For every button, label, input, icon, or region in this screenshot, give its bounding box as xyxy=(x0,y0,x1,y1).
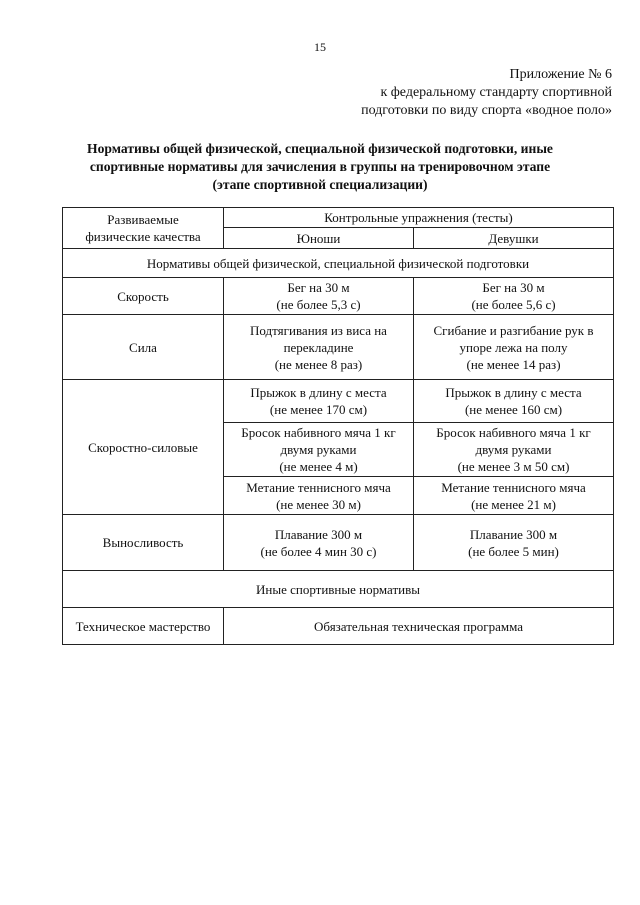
header-quality-line-2: физические качества xyxy=(85,229,201,244)
header-quality-cell xyxy=(63,208,224,249)
ball-throw-boys-line-2: двумя руками xyxy=(280,442,357,457)
strength-girls-line-1: Сгибание и разгибание рук в xyxy=(433,322,594,338)
tennis-boys-line-2: (не менее 30 м) xyxy=(276,496,361,512)
quality-speed: Скорость xyxy=(63,278,224,315)
ball-throw-girls-line-2: двумя руками xyxy=(475,442,552,457)
endurance-girls-line-2: (не более 5 мин) xyxy=(468,543,559,559)
technical-program-cell: Обязательная техническая программа xyxy=(224,608,614,645)
appendix-line-3: подготовки по виду спорта «водное поло» xyxy=(361,103,612,118)
tennis-girls-line-2: (не менее 21 м) xyxy=(471,496,556,512)
speed-girls-line-2: (не более 5,6 с) xyxy=(471,297,556,312)
speed-boys-line-1: Бег на 30 м xyxy=(287,280,350,295)
table-row-technical xyxy=(63,608,614,645)
tennis-girls-line-1: Метание теннисного мяча xyxy=(441,479,586,495)
document-title xyxy=(40,140,600,194)
tennis-girls-cell xyxy=(414,477,614,515)
strength-boys-cell xyxy=(224,315,414,380)
section-general-training: Нормативы общей физической, специальной физической подготовки xyxy=(63,249,614,278)
title-line-1: Нормативы общей физической, специальной физической подготовки, иные xyxy=(87,141,553,156)
header-girls-cell: Девушки xyxy=(414,228,614,249)
ball-throw-boys-line-3: (не менее 4 м) xyxy=(279,459,358,474)
speed-girls-cell xyxy=(414,278,614,315)
table-row-speed xyxy=(63,278,614,315)
ball-throw-girls-line-1: Бросок набивного мяча 1 кг xyxy=(436,425,591,440)
ball-throw-boys-line-1: Бросок набивного мяча 1 кг xyxy=(241,425,396,440)
header-boys-cell: Юноши xyxy=(224,228,414,249)
strength-boys-line-1: Подтягивания из виса на xyxy=(250,322,387,338)
jump-girls-line-1: Прыжок в длину с места xyxy=(445,385,582,400)
appendix-line-1: Приложение № 6 xyxy=(509,67,612,82)
quality-strength: Сила xyxy=(63,315,224,380)
table-row-strength xyxy=(63,315,614,380)
endurance-girls-line-1: Плавание 300 м xyxy=(469,526,558,542)
tennis-boys-line-1: Метание теннисного мяча xyxy=(246,479,391,495)
table-row-endurance xyxy=(63,515,614,571)
title-line-2: спортивные нормативы для зачисления в группы на тренировочном этапе xyxy=(89,159,551,174)
quality-endurance: Выносливость xyxy=(63,515,224,571)
endurance-girls-cell xyxy=(414,515,614,571)
jump-girls-cell xyxy=(414,380,614,423)
endurance-boys-cell xyxy=(224,515,414,571)
strength-boys-line-3: (не менее 8 раз) xyxy=(274,356,363,372)
tennis-boys-cell xyxy=(224,477,414,515)
jump-boys-cell xyxy=(224,380,414,423)
speed-girls-line-1: Бег на 30 м xyxy=(482,280,545,295)
norms-table xyxy=(62,207,614,645)
endurance-boys-line-2: (не более 4 мин 30 с) xyxy=(260,543,377,559)
strength-girls-cell xyxy=(414,315,614,380)
strength-boys-line-2: перекладине xyxy=(283,339,354,355)
ball-throw-girls-line-3: (не менее 3 м 50 см) xyxy=(457,459,570,474)
section-other-norms: Иные спортивные нормативы xyxy=(63,571,614,608)
jump-boys-line-1: Прыжок в длину с места xyxy=(250,385,387,400)
header-tests-cell: Контрольные упражнения (тесты) xyxy=(224,208,614,228)
appendix-header xyxy=(292,66,612,120)
ball-throw-boys-cell xyxy=(224,423,414,477)
ball-throw-girls-cell xyxy=(414,423,614,477)
strength-girls-line-2: упоре лежа на полу xyxy=(459,339,568,355)
header-quality-line-1: Развиваемые xyxy=(107,212,179,227)
title-line-3: (этапе спортивной специализации) xyxy=(212,177,428,192)
quality-speed-strength: Скоростно-силовые xyxy=(63,380,224,515)
appendix-line-2: к федеральному стандарту спортивной xyxy=(380,85,612,100)
speed-boys-cell xyxy=(224,278,414,315)
quality-technical: Техническое мастерство xyxy=(63,608,224,645)
jump-boys-line-2: (не менее 170 см) xyxy=(269,402,368,417)
jump-girls-line-2: (не менее 160 см) xyxy=(464,402,563,417)
speed-boys-line-2: (не более 5,3 с) xyxy=(276,297,361,312)
page-number: 15 xyxy=(314,40,326,54)
endurance-boys-line-1: Плавание 300 м xyxy=(274,526,363,542)
strength-girls-line-3: (не менее 14 раз) xyxy=(466,356,561,372)
table-row-jump xyxy=(63,380,614,423)
